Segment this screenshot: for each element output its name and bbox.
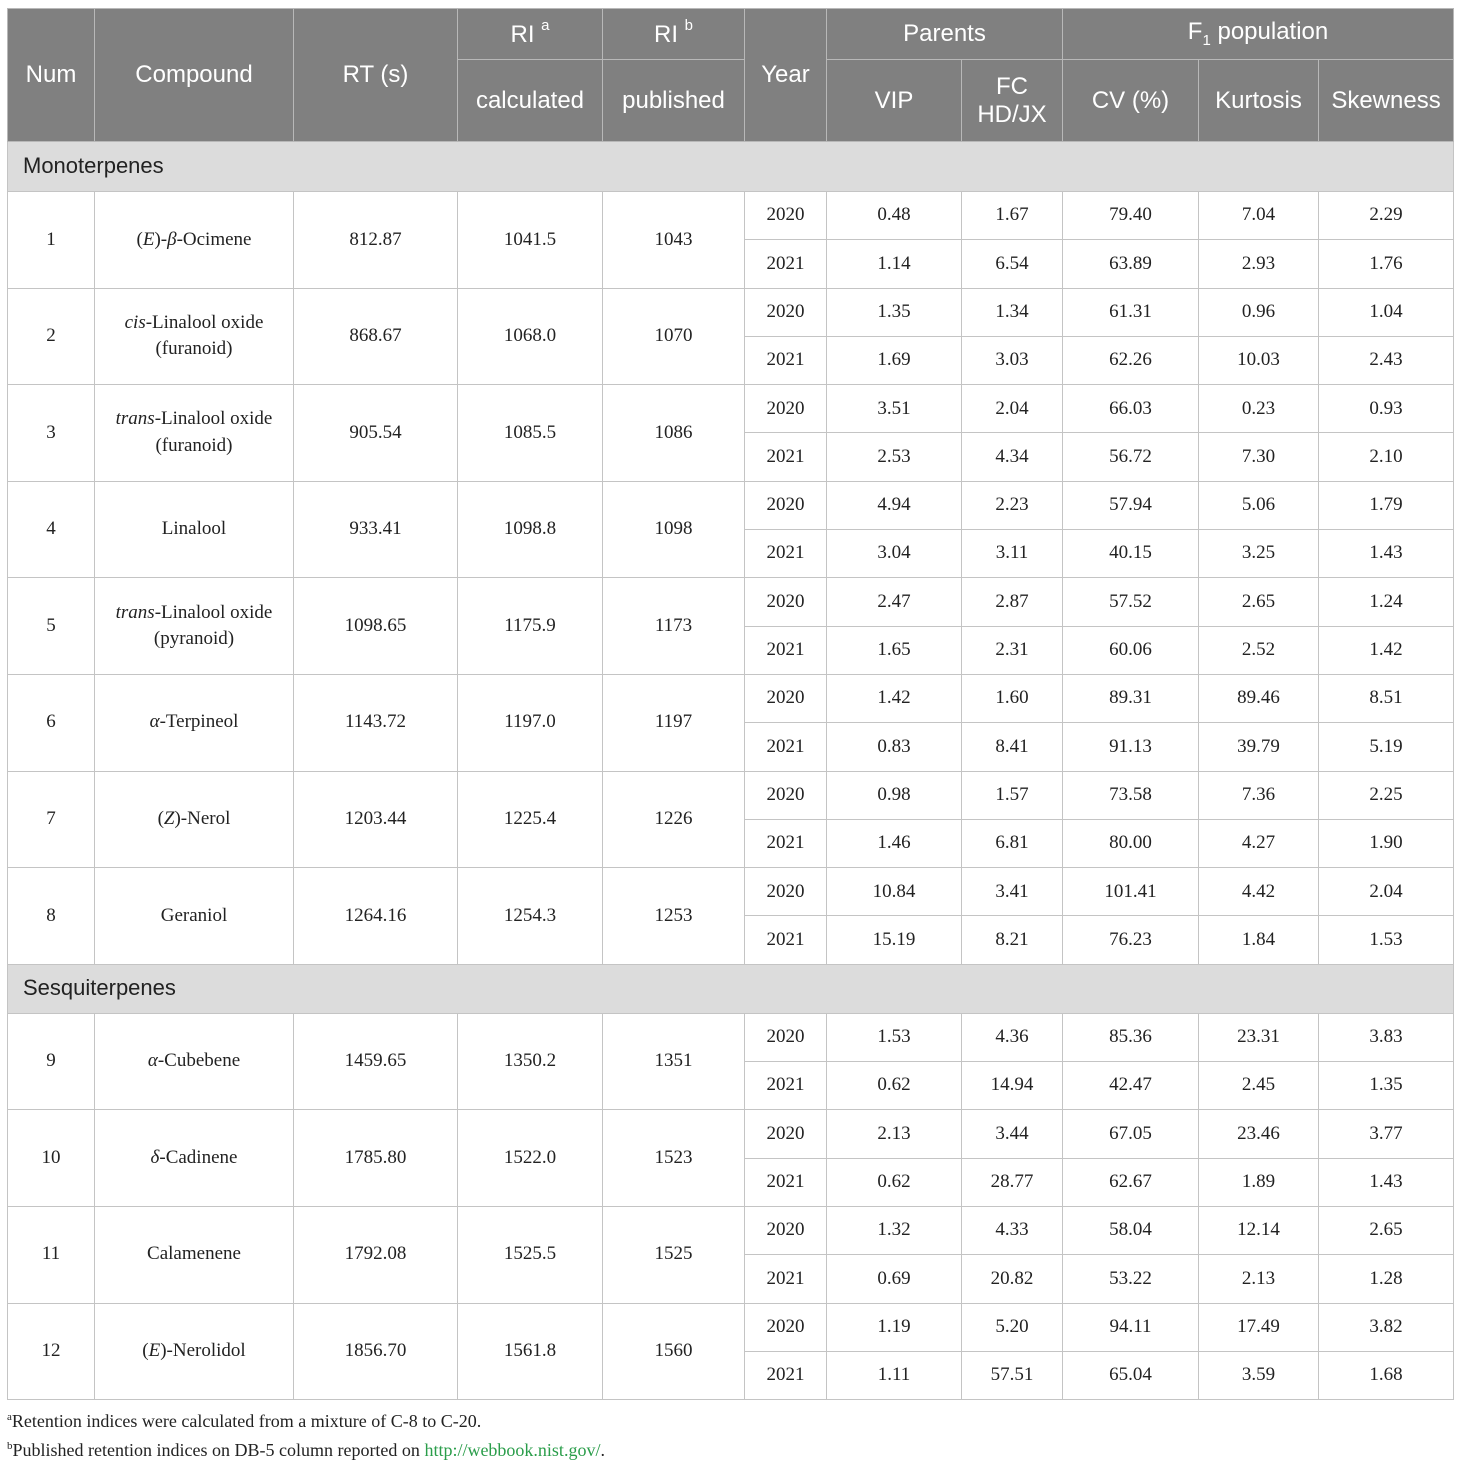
rt-cell: 1264.16 xyxy=(294,868,458,965)
year-cell: 2020 xyxy=(745,578,827,626)
year-cell: 2020 xyxy=(745,771,827,819)
cv-cell: 94.11 xyxy=(1063,1303,1199,1351)
skewness-cell: 1.76 xyxy=(1319,240,1454,288)
num-cell: 5 xyxy=(8,578,95,675)
year-cell: 2021 xyxy=(745,1062,827,1110)
vip-cell: 0.62 xyxy=(827,1062,962,1110)
year-cell: 2020 xyxy=(745,1013,827,1061)
rt-cell: 1856.70 xyxy=(294,1303,458,1400)
skewness-cell: 1.90 xyxy=(1319,819,1454,867)
vip-cell: 0.98 xyxy=(827,771,962,819)
kurtosis-cell: 3.25 xyxy=(1199,530,1319,578)
compound-line-1 xyxy=(95,516,293,543)
compound-name-part: -Linalool oxide xyxy=(145,311,264,333)
num-cell: 6 xyxy=(8,674,95,771)
year-cell: 2021 xyxy=(745,1351,827,1399)
compound-cell xyxy=(95,481,294,578)
compound-name-part: β xyxy=(167,228,177,250)
fc-cell: 4.34 xyxy=(962,433,1063,481)
skewness-cell: 5.19 xyxy=(1319,723,1454,771)
fc-cell: 14.94 xyxy=(962,1062,1063,1110)
skewness-cell: 1.43 xyxy=(1319,1158,1454,1206)
fc-cell: 5.20 xyxy=(962,1303,1063,1351)
skewness-cell: 1.35 xyxy=(1319,1062,1454,1110)
vip-cell: 1.32 xyxy=(827,1206,962,1254)
year-cell: 2021 xyxy=(745,723,827,771)
kurtosis-cell: 7.04 xyxy=(1199,192,1319,240)
vip-cell: 1.46 xyxy=(827,819,962,867)
cv-cell: 57.52 xyxy=(1063,578,1199,626)
year-cell: 2021 xyxy=(745,1158,827,1206)
cv-cell: 57.94 xyxy=(1063,481,1199,529)
rt-cell: 1792.08 xyxy=(294,1206,458,1303)
cv-cell: 53.22 xyxy=(1063,1255,1199,1303)
skewness-cell: 1.53 xyxy=(1319,916,1454,964)
skewness-cell: 2.10 xyxy=(1319,433,1454,481)
cv-cell: 60.06 xyxy=(1063,626,1199,674)
kurtosis-cell: 2.93 xyxy=(1199,240,1319,288)
compound-name-part: ( xyxy=(136,228,143,250)
compound-name-part: trans xyxy=(115,601,155,623)
kurtosis-cell: 2.65 xyxy=(1199,578,1319,626)
compound-name-part: Linalool xyxy=(161,518,227,540)
skewness-cell: 3.82 xyxy=(1319,1303,1454,1351)
kurtosis-cell: 4.42 xyxy=(1199,868,1319,916)
vip-cell: 3.51 xyxy=(827,385,962,433)
kurtosis-cell: 5.06 xyxy=(1199,481,1319,529)
compound-line-1 xyxy=(95,709,293,736)
compound-line-1 xyxy=(95,1338,293,1365)
kurtosis-cell: 39.79 xyxy=(1199,723,1319,771)
skewness-cell: 2.65 xyxy=(1319,1206,1454,1254)
year-cell: 2020 xyxy=(745,192,827,240)
vip-cell: 0.48 xyxy=(827,192,962,240)
compound-line-1 xyxy=(95,1145,293,1172)
kurtosis-cell: 17.49 xyxy=(1199,1303,1319,1351)
footnote-b: $^b$Published retention indices on DB-5 column reported on http://webbook.nist.gov/. xyxy=(7,1440,605,1460)
compound-line-1 xyxy=(95,806,293,833)
table-row xyxy=(8,674,1454,722)
compound-cell xyxy=(95,1013,294,1110)
ri-published-cell: 1351 xyxy=(603,1013,745,1110)
vip-cell: 2.13 xyxy=(827,1110,962,1158)
vip-cell: 3.04 xyxy=(827,530,962,578)
ri-published-cell: 1560 xyxy=(603,1303,745,1400)
cv-cell: 42.47 xyxy=(1063,1062,1199,1110)
year-cell: 2021 xyxy=(745,433,827,481)
compound-line-2: (furanoid) xyxy=(155,338,233,360)
vip-cell: 1.69 xyxy=(827,336,962,384)
compound-name-part: )-Nerol xyxy=(174,808,231,830)
skewness-cell: 2.04 xyxy=(1319,868,1454,916)
compound-name-part: δ xyxy=(150,1146,160,1168)
compound-name-part: ( xyxy=(142,1340,149,1362)
compound-line-1 xyxy=(95,310,293,337)
ri-published-cell: 1253 xyxy=(603,868,745,965)
num-cell: 1 xyxy=(8,192,95,289)
year-cell: 2020 xyxy=(745,1206,827,1254)
compound-name-part: Z xyxy=(163,808,175,830)
skewness-cell: 8.51 xyxy=(1319,674,1454,722)
compound-cell xyxy=(95,1110,294,1207)
compound-line-1 xyxy=(95,1241,293,1268)
nist-webbook-link[interactable]: http://webbook.nist.gov/ xyxy=(424,1440,601,1460)
year-cell: 2020 xyxy=(745,288,827,336)
year-cell: 2021 xyxy=(745,336,827,384)
table-row xyxy=(8,1013,1454,1061)
kurtosis-cell: 12.14 xyxy=(1199,1206,1319,1254)
kurtosis-cell: 0.23 xyxy=(1199,385,1319,433)
kurtosis-cell: 89.46 xyxy=(1199,674,1319,722)
skewness-cell: 3.77 xyxy=(1319,1110,1454,1158)
cv-cell: 58.04 xyxy=(1063,1206,1199,1254)
fc-cell: 1.67 xyxy=(962,192,1063,240)
cv-cell: 73.58 xyxy=(1063,771,1199,819)
ri-published-cell: 1070 xyxy=(603,288,745,385)
fc-cell: 20.82 xyxy=(962,1255,1063,1303)
skewness-cell: 2.25 xyxy=(1319,771,1454,819)
header-cv: CV (%) xyxy=(1063,60,1199,142)
kurtosis-cell: 4.27 xyxy=(1199,819,1319,867)
ri-published-cell: 1043 xyxy=(603,192,745,289)
cv-cell: 56.72 xyxy=(1063,433,1199,481)
header-fc: FC HD/JX xyxy=(962,60,1063,142)
vip-cell: 1.19 xyxy=(827,1303,962,1351)
vip-cell: 10.84 xyxy=(827,868,962,916)
num-cell: 3 xyxy=(8,385,95,482)
fc-cell: 2.87 xyxy=(962,578,1063,626)
rt-cell: 1203.44 xyxy=(294,771,458,868)
fc-cell: 8.41 xyxy=(962,723,1063,771)
compound-name-part: α xyxy=(149,711,160,733)
compound-line-1 xyxy=(95,1048,293,1075)
ri-calculated-cell: 1254.3 xyxy=(458,868,603,965)
table-row xyxy=(8,771,1454,819)
cv-cell: 62.67 xyxy=(1063,1158,1199,1206)
rt-cell: 812.87 xyxy=(294,192,458,289)
table-row xyxy=(8,288,1454,336)
compound-line-2: (pyranoid) xyxy=(153,628,235,650)
num-cell: 9 xyxy=(8,1013,95,1110)
fc-cell: 3.11 xyxy=(962,530,1063,578)
compound-line-1 xyxy=(95,406,293,433)
compound-cell xyxy=(95,288,294,385)
vip-cell: 1.42 xyxy=(827,674,962,722)
cv-cell: 40.15 xyxy=(1063,530,1199,578)
compound-cell xyxy=(95,771,294,868)
compound-name-part: Calamenene xyxy=(147,1243,241,1265)
kurtosis-cell: 2.45 xyxy=(1199,1062,1319,1110)
ri-calculated-cell: 1085.5 xyxy=(458,385,603,482)
header-ri-a: RI $^a$ xyxy=(458,9,603,60)
cv-cell: 61.31 xyxy=(1063,288,1199,336)
skewness-cell: 1.43 xyxy=(1319,530,1454,578)
fc-cell: 2.31 xyxy=(962,626,1063,674)
rt-cell: 1143.72 xyxy=(294,674,458,771)
header-f1-population: $F_1$ population xyxy=(1063,9,1454,60)
compound-cell xyxy=(95,192,294,289)
compound-name-part: α xyxy=(147,1050,158,1072)
compound-line-1 xyxy=(95,227,293,254)
cv-cell: 85.36 xyxy=(1063,1013,1199,1061)
table-row xyxy=(8,1303,1454,1351)
cv-cell: 80.00 xyxy=(1063,819,1199,867)
table-row xyxy=(8,481,1454,529)
ri-published-cell: 1173 xyxy=(603,578,745,675)
year-cell: 2020 xyxy=(745,1110,827,1158)
compound-name-part: -Ocimene xyxy=(176,228,252,250)
ri-calculated-cell: 1350.2 xyxy=(458,1013,603,1110)
vip-cell: 1.65 xyxy=(827,626,962,674)
vip-cell: 0.69 xyxy=(827,1255,962,1303)
section-row xyxy=(8,964,1454,1013)
table-row xyxy=(8,868,1454,916)
vip-cell: 2.53 xyxy=(827,433,962,481)
ri-calculated-cell: 1068.0 xyxy=(458,288,603,385)
compound-name-part: trans xyxy=(115,408,155,430)
skewness-cell: 1.42 xyxy=(1319,626,1454,674)
skewness-cell: 1.28 xyxy=(1319,1255,1454,1303)
cv-cell: 91.13 xyxy=(1063,723,1199,771)
fc-cell: 28.77 xyxy=(962,1158,1063,1206)
cv-cell: 79.40 xyxy=(1063,192,1199,240)
compound-cell xyxy=(95,868,294,965)
compound-cell xyxy=(95,1303,294,1400)
header-ri-b: RI $^b$ xyxy=(603,9,745,60)
table-body xyxy=(8,142,1454,1400)
compound-name-part: ( xyxy=(157,808,164,830)
cv-cell: 66.03 xyxy=(1063,385,1199,433)
compound-name-part: -Cubebene xyxy=(157,1050,241,1072)
year-cell: 2020 xyxy=(745,674,827,722)
compound-name-part: )- xyxy=(154,228,168,250)
fc-cell: 2.23 xyxy=(962,481,1063,529)
table-row xyxy=(8,1110,1454,1158)
skewness-cell: 2.43 xyxy=(1319,336,1454,384)
ri-published-cell: 1525 xyxy=(603,1206,745,1303)
cv-cell: 89.31 xyxy=(1063,674,1199,722)
fc-cell: 57.51 xyxy=(962,1351,1063,1399)
section-label: Sesquiterpenes xyxy=(8,964,1454,1013)
table-header xyxy=(8,9,1454,142)
vip-cell: 2.47 xyxy=(827,578,962,626)
num-cell: 2 xyxy=(8,288,95,385)
footnote-a: $^a$Retention indices were calculated from a mixture of C-8 to C-20. xyxy=(7,1411,482,1431)
year-cell: 2020 xyxy=(745,481,827,529)
compound-line-1 xyxy=(95,903,293,930)
table-row xyxy=(8,385,1454,433)
ri-calculated-cell: 1225.4 xyxy=(458,771,603,868)
cv-cell: 62.26 xyxy=(1063,336,1199,384)
num-cell: 11 xyxy=(8,1206,95,1303)
ri-published-cell: 1523 xyxy=(603,1110,745,1207)
rt-cell: 1459.65 xyxy=(294,1013,458,1110)
header-rt: RT (s) xyxy=(294,9,458,142)
fc-cell: 1.34 xyxy=(962,288,1063,336)
fc-cell: 2.04 xyxy=(962,385,1063,433)
year-cell: 2021 xyxy=(745,530,827,578)
ri-published-cell: 1226 xyxy=(603,771,745,868)
compound-name-part: cis xyxy=(124,311,146,333)
header-published: published xyxy=(603,60,745,142)
section-row xyxy=(8,142,1454,192)
ri-calculated-cell: 1522.0 xyxy=(458,1110,603,1207)
kurtosis-cell: 7.36 xyxy=(1199,771,1319,819)
cv-cell: 76.23 xyxy=(1063,916,1199,964)
kurtosis-cell: 0.96 xyxy=(1199,288,1319,336)
compound-cell xyxy=(95,578,294,675)
compound-cell xyxy=(95,1206,294,1303)
header-num: Num xyxy=(8,9,95,142)
skewness-cell: 3.83 xyxy=(1319,1013,1454,1061)
header-compound: Compound xyxy=(95,9,294,142)
fc-cell: 4.33 xyxy=(962,1206,1063,1254)
rt-cell: 905.54 xyxy=(294,385,458,482)
compound-cell xyxy=(95,674,294,771)
rt-cell: 868.67 xyxy=(294,288,458,385)
footnotes xyxy=(7,1405,1453,1463)
year-cell: 2021 xyxy=(745,819,827,867)
cv-cell: 67.05 xyxy=(1063,1110,1199,1158)
compound-line-1 xyxy=(95,600,293,627)
fc-cell: 1.60 xyxy=(962,674,1063,722)
compound-name-part: E xyxy=(142,228,155,250)
vip-cell: 1.11 xyxy=(827,1351,962,1399)
vip-cell: 0.62 xyxy=(827,1158,962,1206)
num-cell: 8 xyxy=(8,868,95,965)
vip-cell: 1.35 xyxy=(827,288,962,336)
header-calculated: calculated xyxy=(458,60,603,142)
cv-cell: 101.41 xyxy=(1063,868,1199,916)
kurtosis-cell: 23.31 xyxy=(1199,1013,1319,1061)
skewness-cell: 1.24 xyxy=(1319,578,1454,626)
table-row xyxy=(8,192,1454,240)
fc-cell: 3.03 xyxy=(962,336,1063,384)
year-cell: 2020 xyxy=(745,868,827,916)
compound-line-2: (furanoid) xyxy=(155,434,233,456)
fc-cell: 8.21 xyxy=(962,916,1063,964)
compound-name-part: E xyxy=(148,1340,161,1362)
fc-cell: 6.54 xyxy=(962,240,1063,288)
vip-cell: 1.14 xyxy=(827,240,962,288)
header-skewness: Skewness xyxy=(1319,60,1454,142)
ri-calculated-cell: 1525.5 xyxy=(458,1206,603,1303)
compound-name-part: -Linalool oxide xyxy=(154,601,273,623)
kurtosis-cell: 1.84 xyxy=(1199,916,1319,964)
skewness-cell: 1.68 xyxy=(1319,1351,1454,1399)
ri-calculated-cell: 1175.9 xyxy=(458,578,603,675)
ri-calculated-cell: 1561.8 xyxy=(458,1303,603,1400)
num-cell: 12 xyxy=(8,1303,95,1400)
skewness-cell: 1.79 xyxy=(1319,481,1454,529)
header-year: Year xyxy=(745,9,827,142)
ri-published-cell: 1197 xyxy=(603,674,745,771)
ri-calculated-cell: 1098.8 xyxy=(458,481,603,578)
compound-name-part: -Terpineol xyxy=(159,711,239,733)
compound-table xyxy=(7,8,1454,1400)
kurtosis-cell: 7.30 xyxy=(1199,433,1319,481)
year-cell: 2020 xyxy=(745,1303,827,1351)
rt-cell: 1785.80 xyxy=(294,1110,458,1207)
year-cell: 2021 xyxy=(745,916,827,964)
compound-name-part: )-Nerolidol xyxy=(160,1340,246,1362)
kurtosis-cell: 2.52 xyxy=(1199,626,1319,674)
cv-cell: 65.04 xyxy=(1063,1351,1199,1399)
year-cell: 2021 xyxy=(745,1255,827,1303)
vip-cell: 0.83 xyxy=(827,723,962,771)
ri-calculated-cell: 1197.0 xyxy=(458,674,603,771)
skewness-cell: 0.93 xyxy=(1319,385,1454,433)
year-cell: 2020 xyxy=(745,385,827,433)
vip-cell: 15.19 xyxy=(827,916,962,964)
compound-cell xyxy=(95,385,294,482)
year-cell: 2021 xyxy=(745,626,827,674)
compound-name-part: -Cadinene xyxy=(159,1146,238,1168)
compound-name-part: Geraniol xyxy=(160,904,228,926)
ri-published-cell: 1086 xyxy=(603,385,745,482)
kurtosis-cell: 23.46 xyxy=(1199,1110,1319,1158)
kurtosis-cell: 1.89 xyxy=(1199,1158,1319,1206)
num-cell: 7 xyxy=(8,771,95,868)
fc-cell: 1.57 xyxy=(962,771,1063,819)
fc-cell: 6.81 xyxy=(962,819,1063,867)
kurtosis-cell: 10.03 xyxy=(1199,336,1319,384)
rt-cell: 1098.65 xyxy=(294,578,458,675)
fc-cell: 3.41 xyxy=(962,868,1063,916)
cv-cell: 63.89 xyxy=(1063,240,1199,288)
year-cell: 2021 xyxy=(745,240,827,288)
fc-cell: 3.44 xyxy=(962,1110,1063,1158)
kurtosis-cell: 3.59 xyxy=(1199,1351,1319,1399)
num-cell: 10 xyxy=(8,1110,95,1207)
num-cell: 4 xyxy=(8,481,95,578)
compound-name-part: -Linalool oxide xyxy=(154,408,273,430)
fc-cell: 4.36 xyxy=(962,1013,1063,1061)
ri-calculated-cell: 1041.5 xyxy=(458,192,603,289)
skewness-cell: 1.04 xyxy=(1319,288,1454,336)
vip-cell: 1.53 xyxy=(827,1013,962,1061)
table-row xyxy=(8,1206,1454,1254)
ri-published-cell: 1098 xyxy=(603,481,745,578)
header-parents: Parents xyxy=(827,9,1063,60)
vip-cell: 4.94 xyxy=(827,481,962,529)
header-vip: VIP xyxy=(827,60,962,142)
section-label: Monoterpenes xyxy=(8,142,1454,192)
kurtosis-cell: 2.13 xyxy=(1199,1255,1319,1303)
rt-cell: 933.41 xyxy=(294,481,458,578)
skewness-cell: 2.29 xyxy=(1319,192,1454,240)
table-row xyxy=(8,578,1454,626)
header-kurtosis: Kurtosis xyxy=(1199,60,1319,142)
